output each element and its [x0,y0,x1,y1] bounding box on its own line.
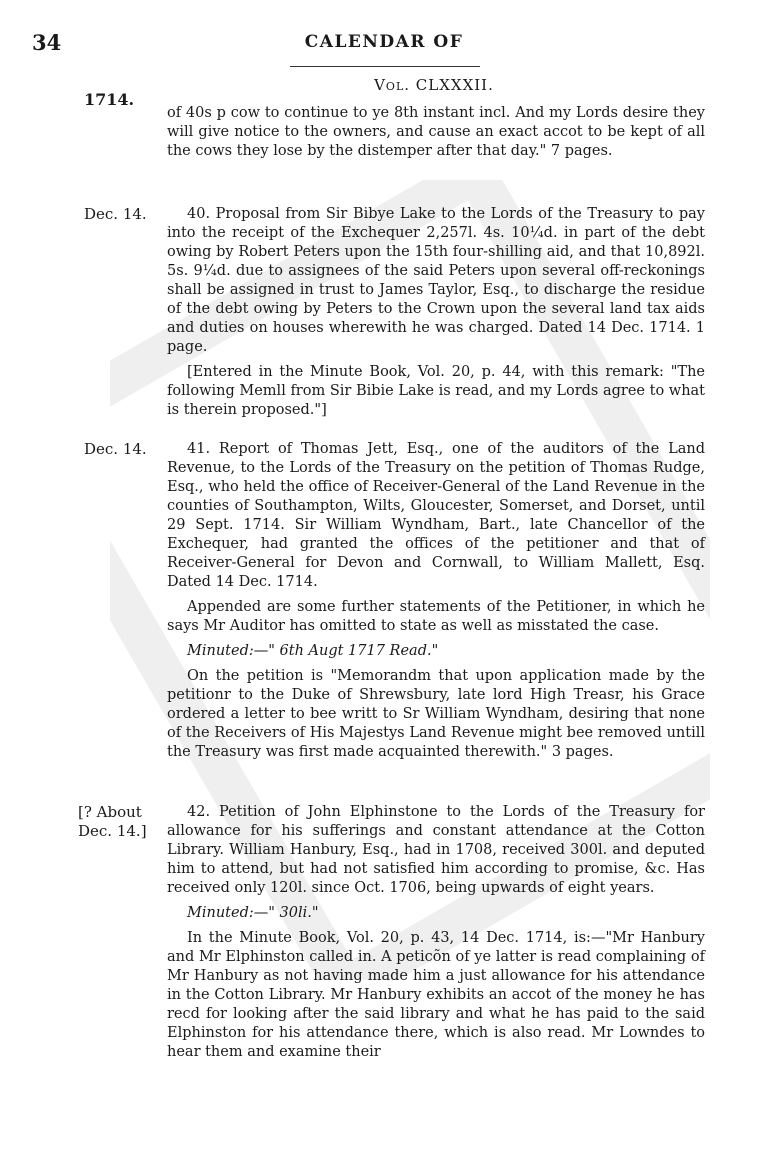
page-header [32,30,736,60]
entry-paragraph: [Entered in the Minute Book, Vol. 20, p. 44, with this remark: "The following Memll from Sir Bibie Lake is read, and my Lords agree to what is therein proposed."] [167,364,706,418]
entry-paragraph: Appended are some further statements of the Petitioner, in which he says Mr Auditor has omitted to state as well as misstated the case. [167,599,705,634]
entry-date: 1714. [84,90,135,109]
page-number: 34 [32,30,62,55]
entry-paragraph: 41. Report of Thomas Jett, Esq., one of the auditors of the Land Revenue, to the Lords of the Treasury on the petition of Thomas Rudge, Esq., who held the office of Receiver-General of the Land Revenue in the counties of Southampton, Wilts, Gloucester, Somerset, and Dorset, until 29 Sept. 1714. Sir William Wyndham, Bart., late Chancellor of the Exchequer, had granted the offices of the petitioner and that of Receiver-General for Devon and Cornwall, to William Mallett, Esq. Dated 14 Dec. 1714. [167,441,705,590]
volume-heading: Vol. CLXXXII. [374,76,494,94]
entry-body [167,440,705,768]
entry-minute: Minuted:—" 30li." [187,905,319,921]
entry-paragraph: On the petition is "Memorandm that upon application made by the petitionr to the Duke of Shrewsbury, late lord High Treasr, his Grace ordered a letter to bee writt to Sr William Wyndham, desiring that none of the Receivers of His Majestys Land Revenue might bee removed untill the Treasury was first made acquainted therewith." 3 pages. [167,668,705,760]
entry-body [167,104,705,167]
entry-paragraph: 42. Petition of John Elphinstone to the Lords of the Treasury for allowance for his sufferings and constant attendance at the Cotton Library. William Hanbury, Esq., had in 1708, received 300l. and deputed him to attend, but had not satisfied him according to promise, &c. Has received only 120l. since Oct. 1706, being upwards of eight years. [167,804,705,896]
entry-paragraph: In the Minute Book, Vol. 20, p. 43, 14 Dec. 1714, is:—"Mr Hanbury and Mr Elphinston called in. A peticõn of ye latter is read complaining of Mr Hanbury as not having made him a just allowance for his attendance in the Cotton Library. Mr Hanbury exhibits an accot of the money he has recd for looking after the said library and what he has paid to the said Elphinston for his attendance there, which is also read. Mr Lowndes to hear them and examine their [167,930,705,1060]
entry-date: [? About Dec. 14.] [78,803,147,840]
header-rule [290,66,480,67]
entry-minute: Minuted:—" 6th Augt 1717 Read." [187,643,439,659]
entry-paragraph: of 40s p cow to continue to ye 8th instant incl. And my Lords desire they will give notice to the owners, and cause an exact accot to be kept of all the cows they lose by the distemper after that day." 7 pages. [167,105,705,159]
entry-date: Dec. 14. [84,205,147,223]
entry-date: Dec. 14. [84,440,147,458]
running-title: CALENDAR OF [304,32,464,52]
entry-body [167,205,705,426]
entry-paragraph: 40. Proposal from Sir Bibye Lake to the Lords of the Treasury to pay into the receipt of the Exchequer 2,257l. 4s. 10¼d. in part of the debt owing by Robert Peters upon the 15th four-shilling aid, and that 10,892l. 5s. 9¼d. due to assignees of the said Peters upon several off-reckonings shall be assigned in trust to James Taylor, Esq., to discharge the residue of the debt owing by Peters to the Crown upon the several land tax aids and duties on houses wherewith he was charged. Dated 14 Dec. 1714. 1 page. [167,206,705,355]
entry-body [167,803,705,1068]
